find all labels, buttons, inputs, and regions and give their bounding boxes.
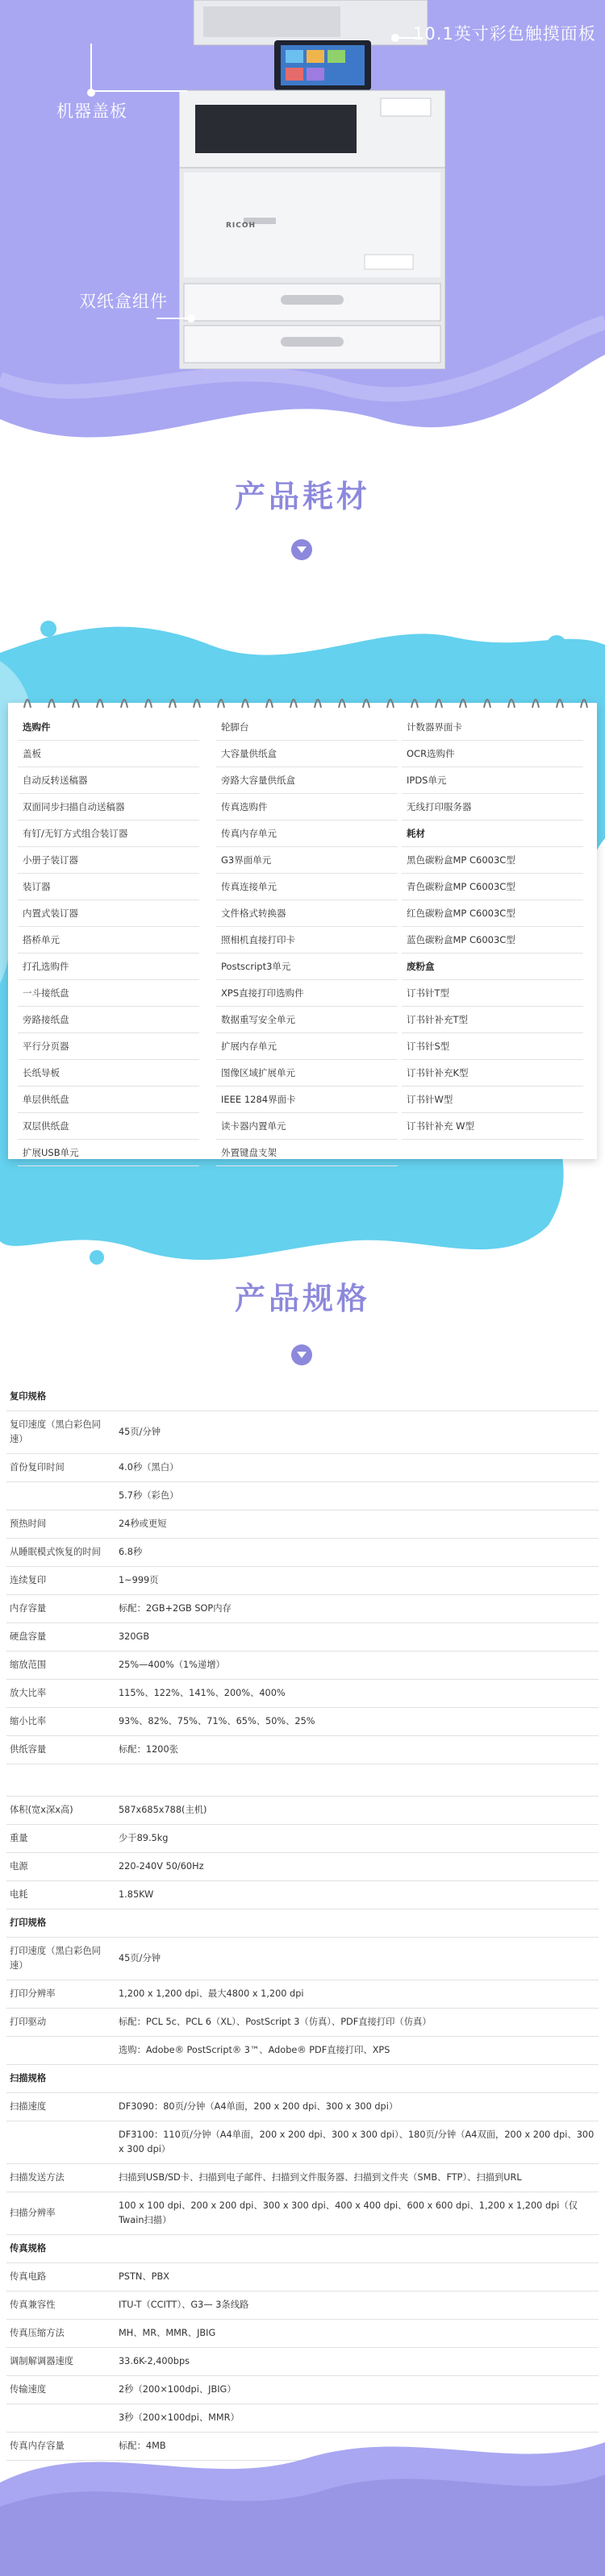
spec-row bbox=[6, 1539, 599, 1567]
consumables-column-options bbox=[18, 714, 199, 1166]
consumables-item: 扩展内存单元 bbox=[216, 1033, 398, 1060]
footer-wave bbox=[0, 2386, 605, 2576]
spec-label: 传真电路 bbox=[6, 2263, 115, 2291]
spec-value: 3秒（200×100dpi、MMR） bbox=[115, 2404, 599, 2433]
spec-label: 传真压缩方法 bbox=[6, 2320, 115, 2348]
spec-label: 扫描规格 bbox=[6, 2065, 115, 2093]
spec-value: 45页/分钟 bbox=[115, 1938, 599, 1980]
consumables-item: 文件格式转换器 bbox=[216, 900, 398, 927]
spec-value: 少于89.5kg bbox=[115, 1825, 599, 1853]
notebook-spiral bbox=[8, 690, 597, 714]
spec-value: 6.8秒 bbox=[115, 1539, 599, 1567]
consumables-item: 装订器 bbox=[18, 874, 199, 900]
spec-row bbox=[6, 1853, 599, 1881]
consumables-item: 无线打印服务器 bbox=[402, 794, 583, 821]
consumables-item: 订书针补充T型 bbox=[402, 1007, 583, 1033]
spec-value: DF3090：80页/分钟（A4单面，200 x 200 dpi、300 x 300 dpi） bbox=[115, 2093, 599, 2121]
spec-value: 587x685x788(主机) bbox=[115, 1797, 599, 1825]
spec-value: 1.85KW bbox=[115, 1881, 599, 1909]
spec-row bbox=[6, 1680, 599, 1708]
consumables-item: 订书针补充K型 bbox=[402, 1060, 583, 1086]
consumables-item: 轮脚台 bbox=[216, 714, 398, 741]
consumables-item: 搭桥单元 bbox=[18, 927, 199, 954]
spec-section-heading bbox=[6, 1909, 599, 1938]
consumables-item: 订书针W型 bbox=[402, 1086, 583, 1113]
spec-row bbox=[6, 2320, 599, 2348]
consumables-item: 订书针补充 W型 bbox=[402, 1113, 583, 1140]
callout-machine-cover: 机器盖板 bbox=[56, 102, 127, 121]
hero-banner bbox=[0, 0, 605, 451]
spec-label: 传真兼容性 bbox=[6, 2291, 115, 2320]
spec-label: 打印规格 bbox=[6, 1909, 115, 1938]
consumables-item: 盖板 bbox=[18, 741, 199, 767]
consumables-item: 双层供纸盘 bbox=[18, 1113, 199, 1140]
spec-value: 100 x 100 dpi、200 x 200 dpi、300 x 300 dpi、400 x 400 dpi、600 x 600 dpi、1,200 x 1,200 dpi（仅Twain扫描） bbox=[115, 2192, 599, 2235]
spec-label: 扫描分辨率 bbox=[6, 2192, 115, 2235]
spec-value: 1,200 x 1,200 dpi、最大4800 x 1,200 dpi bbox=[115, 1980, 599, 2009]
spec-value: 5.7秒（彩色） bbox=[115, 1482, 599, 1510]
callout-cover-line-v bbox=[90, 44, 92, 92]
spec-table bbox=[6, 1383, 599, 2461]
consumables-item: 大容量供纸盒 bbox=[216, 741, 398, 767]
spec-row bbox=[6, 1708, 599, 1736]
printer-illustration bbox=[179, 0, 445, 369]
consumables-item: 有钉/无钉方式组合装订器 bbox=[18, 821, 199, 847]
spec-row bbox=[6, 1482, 599, 1510]
spec-row bbox=[6, 2192, 599, 2235]
spec-label: 电耗 bbox=[6, 1881, 115, 1909]
consumables-item: 计数器界面卡 bbox=[402, 714, 583, 741]
consumables-item: IEEE 1284界面卡 bbox=[216, 1086, 398, 1113]
spec-label bbox=[6, 2037, 115, 2065]
spec-label: 打印驱动 bbox=[6, 2009, 115, 2037]
consumables-item: 小册子装订器 bbox=[18, 847, 199, 874]
spec-label: 传真规格 bbox=[6, 2235, 115, 2263]
spec-label bbox=[6, 1764, 115, 1797]
spec-value: 93%、82%、75%、71%、65%、50%、25% bbox=[115, 1708, 599, 1736]
section-title-consumables: 产品耗材 bbox=[234, 479, 370, 514]
spec-value bbox=[115, 2235, 599, 2263]
spec-row bbox=[6, 1797, 599, 1825]
spec-label: 传输速度 bbox=[6, 2376, 115, 2404]
spec-value: 标配：4MB bbox=[115, 2433, 599, 2461]
spec-row bbox=[6, 1881, 599, 1909]
consumables-item: 照相机直接打印卡 bbox=[216, 927, 398, 954]
spec-label: 复印速度（黑白彩色同速） bbox=[6, 1411, 115, 1454]
spec-row bbox=[6, 1595, 599, 1623]
chevron-down-icon bbox=[291, 539, 312, 560]
spec-label: 供纸容量 bbox=[6, 1736, 115, 1764]
spec-row bbox=[6, 2348, 599, 2376]
spec-value bbox=[115, 1909, 599, 1938]
spec-label: 打印速度（黑白彩色同速） bbox=[6, 1938, 115, 1980]
callout-touch-panel: 10.1英寸彩色触摸面板 bbox=[413, 24, 596, 44]
consumables-column-options-2 bbox=[216, 714, 398, 1166]
spec-value: 标配：2GB+2GB SOP内存 bbox=[115, 1595, 599, 1623]
consumables-item: 红色碳粉盒MP C6003C型 bbox=[402, 900, 583, 927]
spec-row bbox=[6, 2263, 599, 2291]
spec-row bbox=[6, 1623, 599, 1652]
spec-label: 放大比率 bbox=[6, 1680, 115, 1708]
spec-value: PSTN、PBX bbox=[115, 2263, 599, 2291]
consumables-item: 打孔选购件 bbox=[18, 954, 199, 980]
spec-label: 从睡眠模式恢复的时间 bbox=[6, 1539, 115, 1567]
spec-section-heading bbox=[6, 1383, 599, 1411]
spec-value: 4.0秒（黑白） bbox=[115, 1454, 599, 1482]
spec-row bbox=[6, 1736, 599, 1764]
consumables-item: 旁路大容量供纸盒 bbox=[216, 767, 398, 794]
spec-row bbox=[6, 2093, 599, 2121]
spec-label: 缩小比率 bbox=[6, 1708, 115, 1736]
spec-label: 内存容量 bbox=[6, 1595, 115, 1623]
callout-cover-line-h bbox=[90, 90, 187, 92]
spec-value: 45页/分钟 bbox=[115, 1411, 599, 1454]
spec-label: 扫描速度 bbox=[6, 2093, 115, 2121]
spec-value bbox=[115, 1764, 599, 1797]
spec-value: 1~999页 bbox=[115, 1567, 599, 1595]
spec-row bbox=[6, 2164, 599, 2192]
spec-label: 调制解调器速度 bbox=[6, 2348, 115, 2376]
chevron-down-icon bbox=[291, 1344, 312, 1365]
consumables-category-heading: 废粉盒 bbox=[402, 954, 583, 980]
consumables-item: 长纸导板 bbox=[18, 1060, 199, 1086]
spec-row bbox=[6, 2009, 599, 2037]
spec-row bbox=[6, 2291, 599, 2320]
spec-row bbox=[6, 2121, 599, 2164]
consumables-item: Postscript3单元 bbox=[216, 954, 398, 980]
consumables-item: 平行分页器 bbox=[18, 1033, 199, 1060]
spec-label: 扫描发送方法 bbox=[6, 2164, 115, 2192]
spec-label: 电源 bbox=[6, 1853, 115, 1881]
spec-value: ITU-T（CCITT）、G3— 3条线路 bbox=[115, 2291, 599, 2320]
spec-value: 24秒或更短 bbox=[115, 1510, 599, 1539]
spec-value: 115%、122%、141%、200%、400% bbox=[115, 1680, 599, 1708]
spec-row bbox=[6, 1510, 599, 1539]
spec-row bbox=[6, 1567, 599, 1595]
spec-value: MH、MR、MMR、JBIG bbox=[115, 2320, 599, 2348]
spec-value: 220-240V 50/60Hz bbox=[115, 1853, 599, 1881]
spec-section-heading bbox=[6, 2235, 599, 2263]
spec-label: 预热时间 bbox=[6, 1510, 115, 1539]
spec-row bbox=[6, 1825, 599, 1853]
spec-label: 打印分辨率 bbox=[6, 1980, 115, 2009]
consumables-item: 青色碳粉盒MP C6003C型 bbox=[402, 874, 583, 900]
spec-label: 硬盘容量 bbox=[6, 1623, 115, 1652]
consumables-item: 外置键盘支架 bbox=[216, 1140, 398, 1166]
spec-value: 标配：PCL 5c、PCL 6（XL）、PostScript 3（仿真）、PDF直接打印（仿真） bbox=[115, 2009, 599, 2037]
spec-value: 33.6K-2,400bps bbox=[115, 2348, 599, 2376]
consumables-column-supplies bbox=[402, 714, 583, 1140]
consumables-item: 自动反转送稿器 bbox=[18, 767, 199, 794]
consumables-category-heading: 耗材 bbox=[402, 821, 583, 847]
spec-row bbox=[6, 1980, 599, 2009]
spec-value: 25%—400%（1%递增） bbox=[115, 1652, 599, 1680]
consumables-item: XPS直接打印选购件 bbox=[216, 980, 398, 1007]
spec-row bbox=[6, 1454, 599, 1482]
spec-label bbox=[6, 2121, 115, 2164]
spec-value: 320GB bbox=[115, 1623, 599, 1652]
spec-row bbox=[6, 2037, 599, 2065]
consumables-item: 黑色碳粉盒MP C6003C型 bbox=[402, 847, 583, 874]
consumables-item: 订书针S型 bbox=[402, 1033, 583, 1060]
consumables-item: 传真选购件 bbox=[216, 794, 398, 821]
consumables-item: 数据重写安全单元 bbox=[216, 1007, 398, 1033]
callout-tray-line bbox=[156, 318, 189, 319]
consumables-item: OCR选购件 bbox=[402, 741, 583, 767]
consumables-item: 扩展USB单元 bbox=[18, 1140, 199, 1166]
spec-label: 缩放范围 bbox=[6, 1652, 115, 1680]
spec-row bbox=[6, 1411, 599, 1454]
spec-value: 标配：1200张 bbox=[115, 1736, 599, 1764]
spec-label: 体积(宽x深x高) bbox=[6, 1797, 115, 1825]
spec-label: 重量 bbox=[6, 1825, 115, 1853]
spec-row bbox=[6, 1652, 599, 1680]
spec-label: 传真内存容量 bbox=[6, 2433, 115, 2461]
consumables-item: 双面同步扫描自动送稿器 bbox=[18, 794, 199, 821]
spec-row bbox=[6, 1938, 599, 1980]
consumables-category-heading: 选购件 bbox=[18, 714, 199, 741]
consumables-item: 传真连接单元 bbox=[216, 874, 398, 900]
consumables-item: 订书针T型 bbox=[402, 980, 583, 1007]
consumables-item: 蓝色碳粉盒MP C6003C型 bbox=[402, 927, 583, 954]
consumables-item: G3界面单元 bbox=[216, 847, 398, 874]
spec-value bbox=[115, 2065, 599, 2093]
spec-value bbox=[115, 1383, 599, 1411]
consumables-item: IPDS单元 bbox=[402, 767, 583, 794]
spec-value: DF3100：110页/分钟（A4单面，200 x 200 dpi、300 x 300 dpi）、180页/分钟（A4双面，200 x 200 dpi、300 x 300 dpi） bbox=[115, 2121, 599, 2164]
spec-row bbox=[6, 1764, 599, 1797]
consumables-item: 一斗接纸盘 bbox=[18, 980, 199, 1007]
spec-label bbox=[6, 1482, 115, 1510]
consumables-item: 单层供纸盘 bbox=[18, 1086, 199, 1113]
spec-value: 2秒（200×100dpi、JBIG） bbox=[115, 2376, 599, 2404]
spec-label: 首份复印时间 bbox=[6, 1454, 115, 1482]
spec-section-heading bbox=[6, 2065, 599, 2093]
spec-label: 连续复印 bbox=[6, 1567, 115, 1595]
consumables-item: 旁路接纸盘 bbox=[18, 1007, 199, 1033]
spec-value: 选购：Adobe® PostScript® 3™、Adobe® PDF直接打印、XPS bbox=[115, 2037, 599, 2065]
consumables-item: 传真内存单元 bbox=[216, 821, 398, 847]
consumables-item: 图像区域扩展单元 bbox=[216, 1060, 398, 1086]
section-title-specs: 产品规格 bbox=[234, 1281, 370, 1316]
spec-label: 复印规格 bbox=[6, 1383, 115, 1411]
callout-dual-tray: 双纸盒组件 bbox=[79, 292, 168, 311]
printer-brand-label: RICOH bbox=[226, 222, 257, 230]
spec-value: 扫描到USB/SD卡、扫描到电子邮件、扫描到文件服务器、扫描到文件夹（SMB、FTP）、扫描到URL bbox=[115, 2164, 599, 2192]
consumables-item: 读卡器内置单元 bbox=[216, 1113, 398, 1140]
consumables-item: 内置式装订器 bbox=[18, 900, 199, 927]
